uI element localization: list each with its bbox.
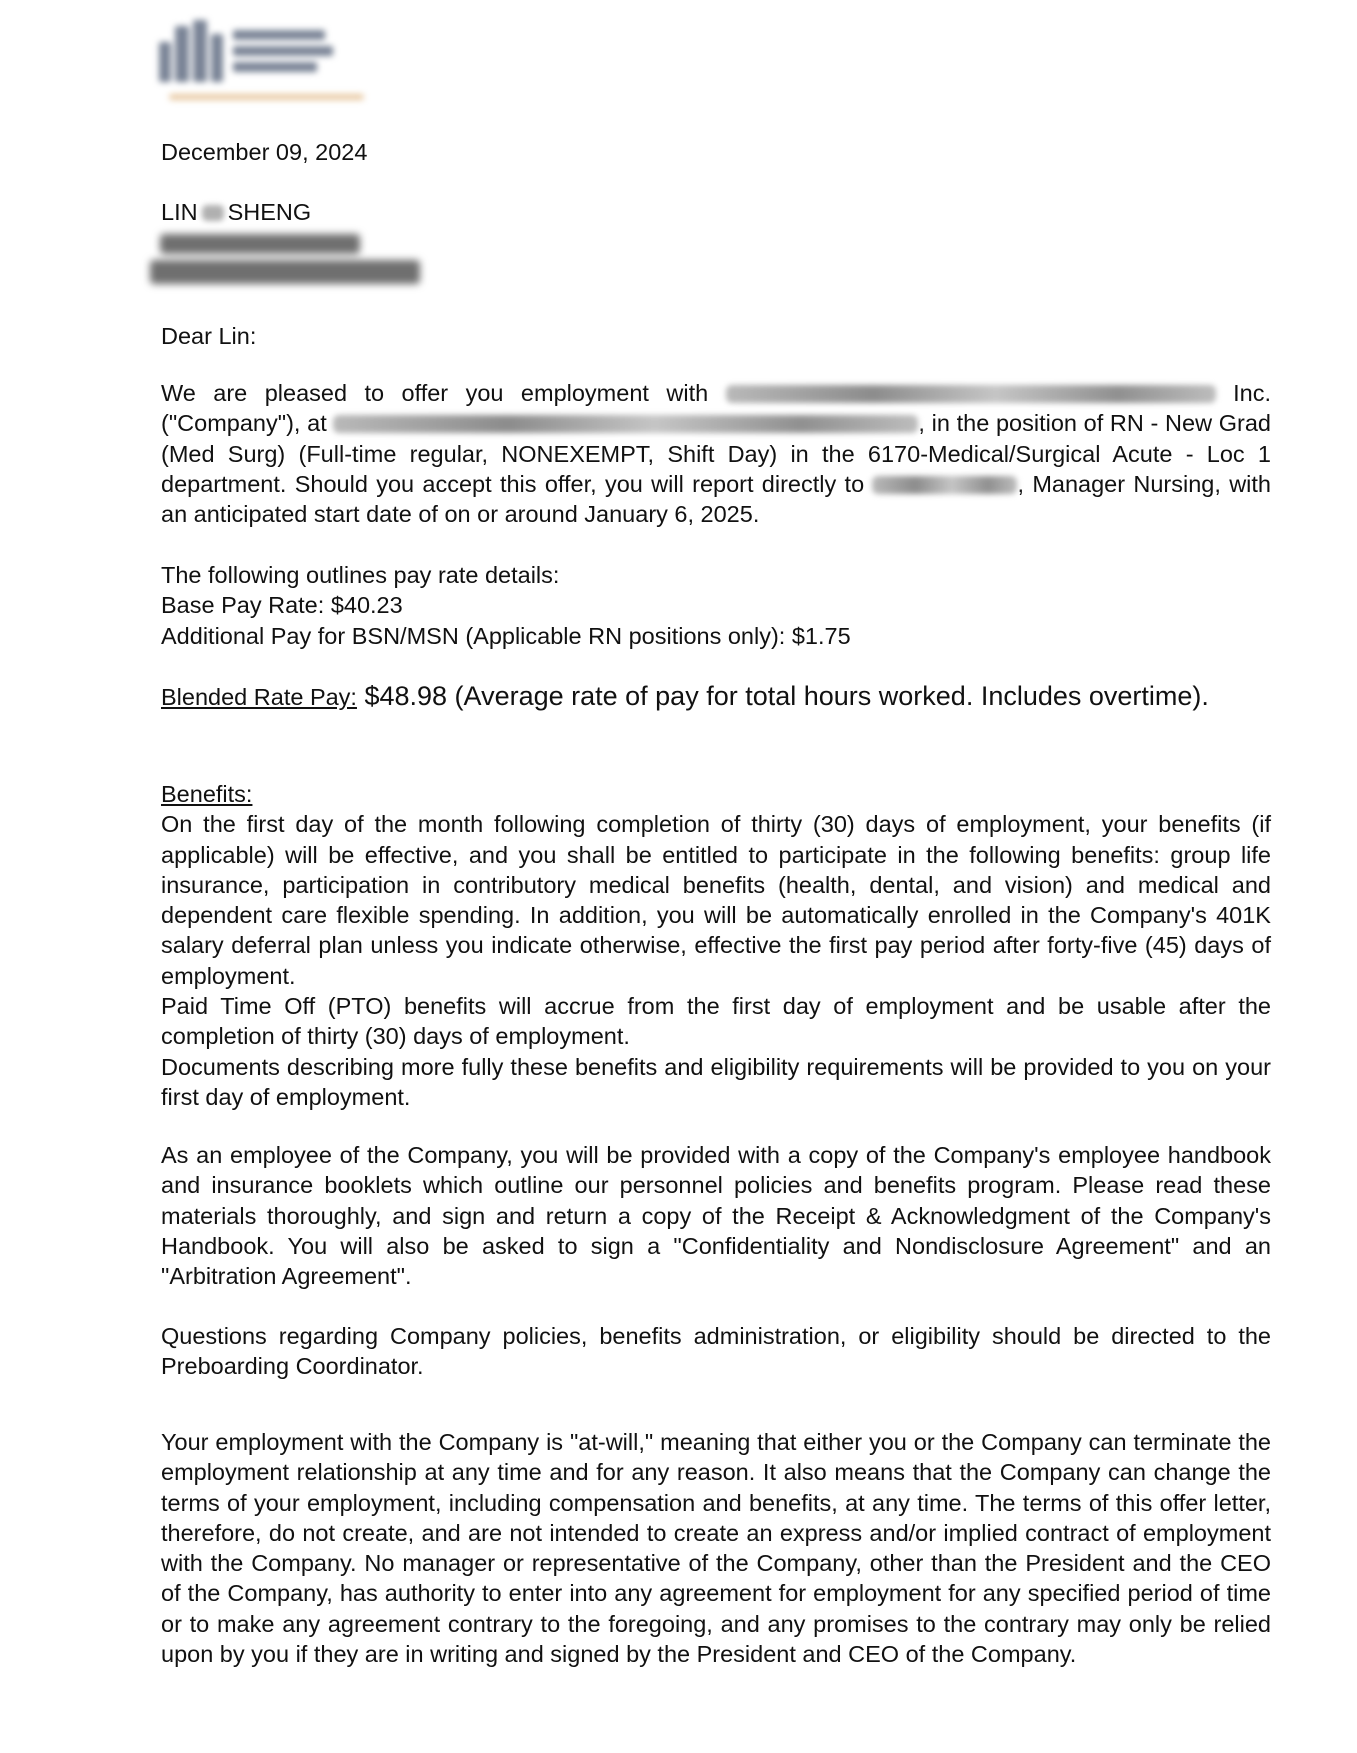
offer-text-2: Inc. ("Company"), at xyxy=(161,380,1272,437)
pay-details xyxy=(161,560,1271,651)
recipient-first-name: LIN xyxy=(161,199,198,225)
at-will-paragraph: Your employment with the Company is "at-will," meaning that either you or the Company can terminate the employment relationship at any time and for any reason. It also means that the Company can change the terms of your employment, including compensation and benefits, at any time. The terms of this offer letter, therefore, do not create, and are not intended to create an express and/or implied contract of employment with the Company. No manager or representative of the Company, other than the President and the CEO of the Company, has authority to enter into any agreement for employment for any specified period of time or to make any agreement contrary to the foregoing, and any promises to the contrary may only be relied upon by you if they are in writing and signed by the President and CEO of the Company. xyxy=(161,1429,1271,1668)
benefits-section xyxy=(161,779,1271,1112)
additional-pay: Additional Pay for BSN/MSN (Applicable RN positions only): $1.75 xyxy=(161,622,851,649)
redacted-manager-name xyxy=(872,476,1017,494)
offer-text-1: We are pleased to offer you employment with xyxy=(161,380,709,406)
benefits-heading: Benefits: xyxy=(161,781,253,807)
benefits-paragraph-1: On the first day of the month following completion of thirty (30) days of employment, your benefits (if applicable) will be effective, and you shall be entitled to participate in the following benefits: group life insurance, participation in contributory medical benefits (health, dental, and vision) and medical and dependent care flexible spending. In addition, you will be automatically enrolled in the Company's 401K salary deferral plan unless you indicate otherwise, effective the first pay period after forty-five (45) days of employment. xyxy=(161,811,1271,989)
base-pay-rate: Base Pay Rate: $40.23 xyxy=(161,592,403,619)
pto-paragraph: Paid Time Off (PTO) benefits will accrue from the first day of employment and be usable after the completion of thirty (30) days of employment. xyxy=(161,993,1271,1050)
redacted-address xyxy=(150,232,430,294)
redacted-company-name xyxy=(726,385,1216,403)
questions-paragraph: Questions regarding Company policies, benefits administration, or eligibility should be directed to the Preboarding Coordinator. xyxy=(161,1323,1271,1380)
company-logo xyxy=(155,14,380,110)
logo-building-icon xyxy=(159,20,225,84)
handbook-paragraph: As an employee of the Company, you will be provided with a copy of the Company's employee handbook and insurance booklets which outline our personnel policies and benefits program. Please read these materials thoroughly, and sign and return a copy of the Receipt & Acknowledgment of the Company's Handbook. You will also be asked to sign a "Confidentiality and Nondisclosure Agreement" and an "Arbitration Agreement". xyxy=(161,1142,1271,1290)
recipient-last-name: SHENG xyxy=(227,199,312,225)
benefits-documents-paragraph: Documents describing more fully these benefits and eligibility requirements will be provided to you on your first day of employment. xyxy=(161,1053,1271,1110)
recipient-name xyxy=(161,197,1271,227)
offer-paragraph xyxy=(161,378,1271,529)
offer-text-4: , Manager Nursing, with an anticipated start date of on or around January 6, 2025. xyxy=(161,470,1271,528)
redacted-middle-name xyxy=(202,205,224,221)
salutation: Dear Lin: xyxy=(161,323,257,349)
offer-text-3: , in the position of RN - New Grad (Med Surg) (Full-time regular, NONEXEMPT, Shift Day) in the 6170-Medical/Surgical Acute - Loc 1 department. Should you accept this offer, you will report directly to xyxy=(161,410,1272,497)
blended-rate-label: Blended Rate Pay: xyxy=(161,684,357,710)
redacted-location xyxy=(333,415,918,433)
letter-date: December 09, 2024 xyxy=(161,139,368,165)
blended-rate-pay xyxy=(161,680,1271,713)
pay-intro: The following outlines pay rate details: xyxy=(161,562,560,588)
blended-rate-text: $48.98 (Average rate of pay for total hours worked. Includes overtime). xyxy=(356,681,1209,711)
